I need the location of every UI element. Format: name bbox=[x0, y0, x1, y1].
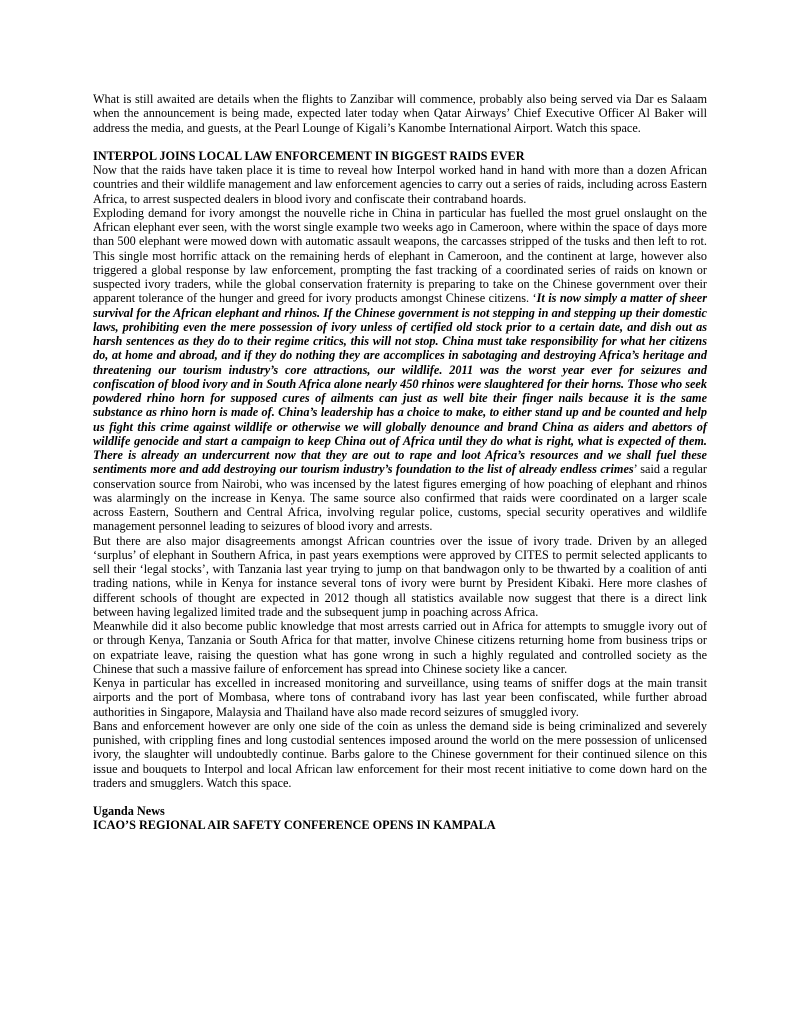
interpol-heading: INTERPOL JOINS LOCAL LAW ENFORCEMENT IN BIGGEST RAIDS EVER bbox=[93, 148, 525, 163]
section-label: Uganda News bbox=[93, 804, 165, 818]
conservation-quote: It is now simply a matter of sheer survival for the African elephant and rhinos. If the Chinese government is not stepping in and stepping up their domestic laws, prohibiting even the mere possession of ivory unless of certified old stock prior to a certain date, and dish out as harsh sentences as they do to their regime critics, this will not stop. China must take responsibility for what her citizens do, at home and abroad, and if they do nothing they are accomplices in sabotaging and destroying Africa’s heritage and threatening our tourism industry’s core attractions, our wildlife. 2011 was the worst year ever for seizures and confiscation of blood ivory and in South Africa alone nearly 450 rhinos were slaughtered for their horns. Those who seek powdered rhino horn for supposed cures of ailments can just as well bite their finger nails because it is the same substance as rhino horn is made of. China’s leadership has a choice to make, to either stand up and be counted and help us fight this crime against wildlife or otherwise we will globally denounce and brand China as aiders and abettors of wildlife genocide and start a campaign to keep China out of Africa until they do what is right, what is expected of them. There is already an undercurrent now that they are out to rape and loot Africa’s resources and we shall fuel these sentiments more and add destroying our tourism industry’s foundation to the list of already endless crimes bbox=[93, 291, 707, 477]
interpol-paragraph-1: Now that the raids have taken place it is time to reveal how Interpol worked hand in hand with more than a dozen African countries and their wildlife management and law enforcement agencies to carry out a series of raids, including across Eastern Africa, to arrest suspected dealers in blood ivory and confiscate their contraband hoards. bbox=[93, 163, 707, 206]
interpol-paragraph-2-tail: ’ said a regular conservation source from Nairobi, who was incensed by the latest figures emerging of how poaching of elephant and rhinos was alarmingly on the increase in Kenya. The same source also confirmed that raids were coordinated on a larger scale across Eastern, Southern and Central Africa, involving regular police, customs, special security operatives and wildlife management personnel leading to seizures of blood ivory and arrests. bbox=[93, 462, 708, 534]
interpol-paragraph-3: But there are also major disagreements amongst African countries over the issue of ivory trade. Driven by an alleged ‘surplus’ of elephant in Southern Africa, in past years exemptions were approved by CITES to permit selected applicants to sell their ‘legal stocks’, with Tanzania last year trying to jump on that bandwagon only to be thwarted by a coalition of anti trading nations, while in Kenya for instance several tons of ivory were burnt by President Kibaki. Here more clashes of different schools of thought are expected in 2012 though all statistics available now suggest that there is a direct link between having legalized limited trade and the subsequent jump in poaching across Africa. bbox=[93, 533, 707, 619]
paragraph-gap bbox=[93, 135, 707, 149]
interpol-paragraph-2 bbox=[93, 206, 707, 534]
icao-heading: ICAO’S REGIONAL AIR SAFETY CONFERENCE OPENS IN KAMPALA bbox=[93, 818, 496, 833]
interpol-paragraph-6: Bans and enforcement however are only one side of the coin as unless the demand side is being criminalized and severely punished, with crippling fines and long custodial sentences imposed around the world on the mere possession of unlicensed ivory, the slaughter will undoubtedly continue. Barbs galore to the Chinese government for their continued silence on this issue and bouquets to Interpol and local African law enforcement for their most recent initiative to come down hard on the traders and smugglers. Watch this space. bbox=[93, 718, 707, 790]
interpol-paragraph-5: Kenya in particular has excelled in increased monitoring and surveillance, using teams of sniffer dogs at the main transit airports and the port of Mombasa, where tons of contraband ivory has last year been confiscated, while further abroad authorities in Singapore, Malaysia and Thailand have also made record seizures of smuggled ivory. bbox=[93, 676, 707, 719]
interpol-paragraph-2-lead: Exploding demand for ivory amongst the nouvelle riche in China in particular has fuelled the most gruel onslaught on the African elephant ever seen, with the worst single example two weeks ago in Cameroon, where within the space of days more than 500 elephant were mowed down with automatic assault weapons, the carcasses stripped of the tusks and then left to rot. This single most horrific attack on the remaining herds of elephant in Cameroon, and the continent at large, however also triggered a global response by law enforcement, prompting the fast tracking of a coordinated series of raids on known or suspected ivory traders, while the global conservation fraternity is preparing to take on the Chinese government over their apparent tolerance of the hunger and greed for ivory products amongst Chinese citizens. ‘ bbox=[93, 205, 707, 306]
paragraph-gap bbox=[93, 790, 707, 804]
interpol-paragraph-4: Meanwhile did it also become public knowledge that most arrests carried out in Africa for attempts to smuggle ivory out of or through Kenya, Tanzania or South Africa for that matter, involve Chinese citizens returning home from business trips or on expatriate leave, raising the question what has gone wrong in such a highly regulated and controlled society as the Chinese that such a massive failure of enforcement has spread into Chinese society like a cancer. bbox=[93, 619, 707, 676]
document-page bbox=[93, 92, 707, 833]
intro-paragraph: What is still awaited are details when the flights to Zanzibar will commence, probably also being served via Dar es Salaam when the announcement is being made, expected later today when Qatar Airways’ Chief Executive Officer Al Baker will address the media, and guests, at the Pearl Lounge of Kigali’s Kanombe International Airport. Watch this space. bbox=[93, 92, 707, 135]
